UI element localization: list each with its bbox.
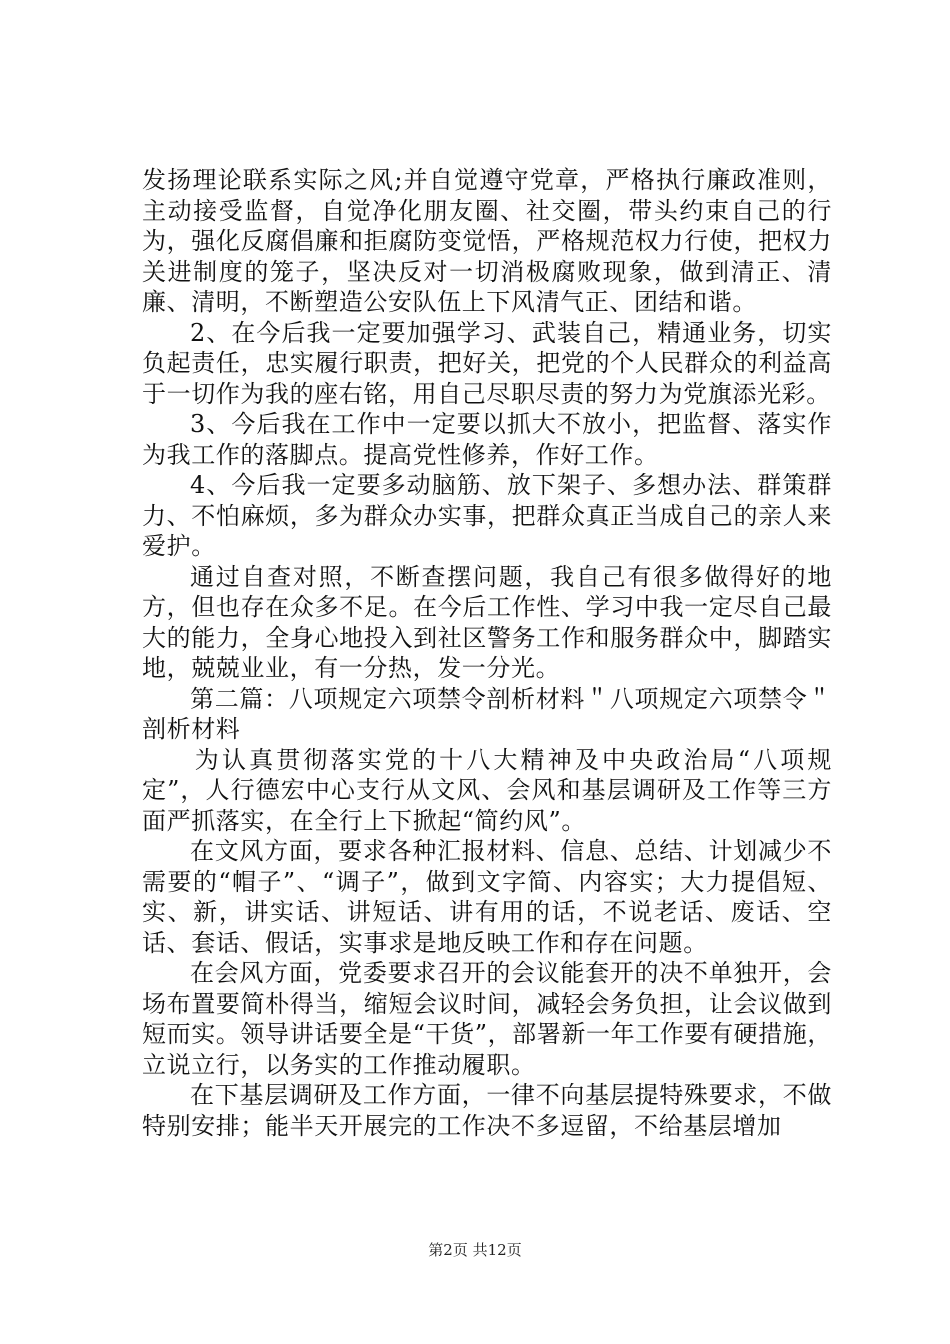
paragraph-1: 发扬理论联系实际之风;并自觉遵守党章，严格执行廉政准则，主动接受监督，自觉净化朋友圈、社交圈，带头约束自己的行为，强化反腐倡廉和拒腐防变觉悟，严格规范权力行使，把权力关进制度的笼子，坚决反对一切消极腐败现象，做到清正、清廉、清明，不断塑造公安队伍上下风清气正、团结和谐。 — [142, 166, 832, 316]
paragraph-8: 在文风方面，要求各种汇报材料、信息、总结、计划减少不需要的“帽子”、“调子”，做到文字简、内容实；大力提倡短、实、新，讲实话、讲短话、讲有用的话，不说老话、废话、空话、套话、假话，实事求是地反映工作和存在问题。 — [142, 837, 832, 957]
paragraph-4: 4、今后我一定要多动脑筋、放下架子、多想办法、群策群力、不怕麻烦，多为群众办实事，把群众真正当成自己的亲人来爱护。 — [142, 471, 832, 560]
paragraph-5: 通过自查对照，不断查摆问题，我自己有很多做得好的地方，但也存在众多不足。在今后工作性、学习中我一定尽自己最大的能力，全身心地投入到社区警务工作和服务群众中，脚踏实地，兢兢业业，有一分热，发一分光。 — [142, 562, 832, 682]
paragraph-3: 3、今后我在工作中一定要以抓大不放小，把监督、落实作为我工作的落脚点。提高党性修养，作好工作。 — [142, 410, 832, 469]
page-number-footer: 第2页 共12页 — [428, 1241, 522, 1259]
paragraph-7: 为认真贯彻落实党的十八大精神及中央政治局“八项规定”，人行德宏中心支行从文风、会风和基层调研及工作等三方面严抓落实，在全行上下掀起“简约风”。 — [142, 745, 832, 835]
paragraph-10: 在下基层调研及工作方面，一律不向基层提特殊要求，不做特别安排；能半天开展完的工作决不多逗留，不给基层增加 — [142, 1081, 832, 1140]
document-body — [142, 165, 832, 1141]
section-heading: 第二篇：八项规定六项禁令剖析材料＂八项规定六项禁令＂剖析材料 — [142, 684, 832, 743]
paragraph-2: 2、在今后我一定要加强学习、武装自己，精通业务，切实负起责任，忠实履行职责，把好关，把党的个人民群众的利益高于一切作为我的座右铭，用自己尽职尽责的努力为党旗添光彩。 — [142, 318, 832, 408]
paragraph-9: 在会风方面，党委要求召开的会议能套开的决不单独开，会场布置要简朴得当，缩短会议时间，减轻会务负担，让会议做到短而实。领导讲话要全是“干货”，部署新一年工作要有硬措施，立说立行，以务实的工作推动履职。 — [142, 959, 832, 1079]
